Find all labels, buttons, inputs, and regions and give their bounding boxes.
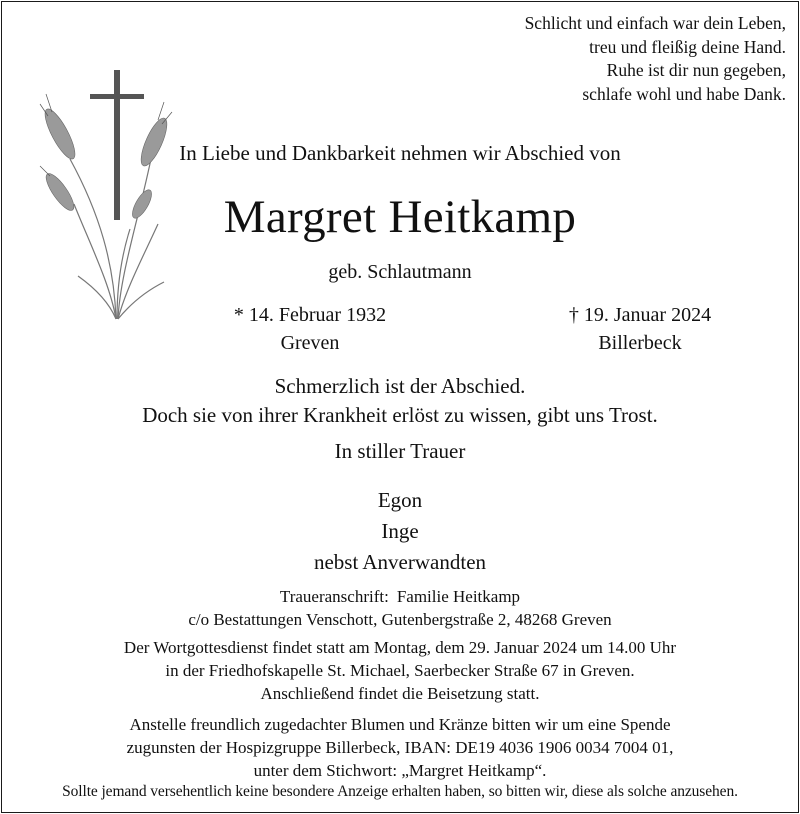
obituary-notice [1,1,799,813]
donation-line: unter dem Stichwort: „Margret Heitkamp“. [253,761,547,780]
birth-place: Greven [280,332,340,354]
death-place: Billerbeck [598,332,682,354]
address-family: Familie Heitkamp [396,587,521,606]
donation-line: zugunsten der Hospizgruppe Billerbeck, IBAN: DE19 4036 1906 0034 7004 01, [126,738,674,757]
intro-text: In Liebe und Dankbarkeit nehmen wir Abschied von [179,141,621,165]
verse-line: Schmerzlich ist der Abschied. [274,374,526,398]
poem-line: treu und fleißig deine Hand. [589,36,786,57]
mourner-name: Egon [377,488,423,512]
address-label: Traueranschrift: [279,587,389,606]
poem-line: Schlicht und einfach war dein Leben, [524,13,786,33]
verse-line: Doch sie von ihrer Krankheit erlöst zu wissen, gibt uns Trost. [142,403,658,427]
birth-date: * 14. Februar 1932 [233,304,387,326]
mourner-name: Inge [381,519,419,543]
footer-note: Sollte jemand versehentlich keine besondere Anzeige erhalten haben, so bitten wir, diese als solche anzusehen. [62,783,738,800]
donation-line: Anstelle freundlich zugedachter Blumen und Kränze bitten wir um eine Spende [129,715,671,734]
poem-line: schlafe wohl und habe Dank. [582,83,786,104]
address-line: c/o Bestattungen Venschott, Gutenbergstraße 2, 48268 Greven [188,610,612,629]
mourner-name: nebst Anverwandten [313,550,487,574]
mourning-line: In stiller Trauer [334,439,466,463]
birth-info [212,301,408,357]
donation-info [2,713,798,782]
service-line: Anschließend findet die Beisetzung statt. [260,684,540,703]
deceased-name: Margret Heitkamp [223,191,577,243]
poem-line: Ruhe ist dir nun gegeben, [606,60,786,80]
death-info [542,301,738,357]
birth-name: geb. Schlautmann [328,261,472,283]
mourning-address [2,585,798,631]
service-line: Der Wortgottesdienst findet statt am Montag, dem 29. Januar 2024 um 14.00 Uhr [123,638,677,657]
service-line: in der Friedhofskapelle St. Michael, Saerbecker Straße 67 in Greven. [165,661,635,680]
service-info [2,636,798,705]
verse [2,372,798,430]
death-date: † 19. Januar 2024 [568,304,712,326]
mourners [2,485,798,578]
poem [525,12,786,106]
